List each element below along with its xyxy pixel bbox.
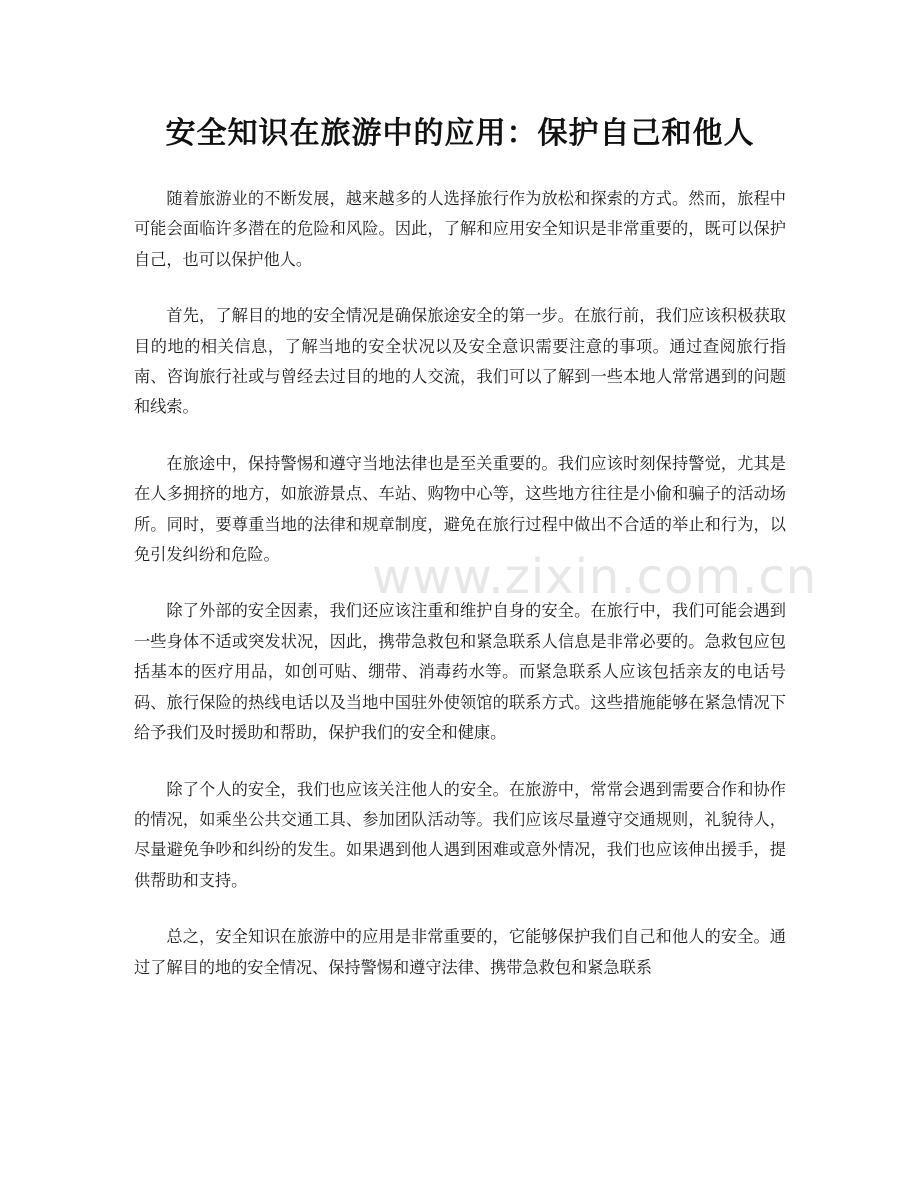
paragraph-intro: 随着旅游业的不断发展，越来越多的人选择旅行作为放松和探索的方式。然而，旅程中可能会面临许多潜在的危险和风险。因此，了解和应用安全知识是非常重要的，既可以保护自己，也可以保护他人。 (134, 189, 786, 269)
paragraph-personal-safety: 除了外部的安全因素，我们还应该注重和维护自身的安全。在旅行中，我们可能会遇到一些身体不适或突发状况，因此，携带急救包和紧急联系人信息是非常必要的。急救包应包括基本的医疗用品，如创可贴、绷带、消毒药水等。而紧急联系人应该包括亲友的电话号码、旅行保险的热线电话以及当地中国驻外使领馆的联系方式。这些措施能够在紧急情况下给予我们及时援助和帮助，保护我们的安全和健康。 (134, 601, 786, 743)
paragraph-others-safety: 除了个人的安全，我们也应该关注他人的安全。在旅游中，常常会遇到需要合作和协作的情况，如乘坐公共交通工具、参加团队活动等。我们应该尽量遵守交通规则，礼貌待人，尽量避免争吵和纠纷的发生。如果遇到他人遇到困难或意外情况，我们也应该伸出援手，提供帮助和支持。 (134, 779, 786, 890)
paragraph-vigilance-and-law: 在旅途中，保持警惕和遵守当地法律也是至关重要的。我们应该时刻保持警觉，尤其是在人多拥挤的地方，如旅游景点、车站、购物中心等，这些地方往往是小偷和骗子的活动场所。同时，要尊重当地的法律和规章制度，避免在旅行过程中做出不合适的举止和行为，以免引发纠纷和危险。 (134, 453, 786, 565)
document-title: 安全知识在旅游中的应用：保护自己和他人 (165, 116, 755, 151)
watermark-text: www.zixin.com.cn (372, 549, 818, 605)
paragraph-conclusion: 总之，安全知识在旅游中的应用是非常重要的，它能够保护我们自己和他人的安全。通过了解目的地的安全情况、保持警惕和遵守法律、携带急救包和紧急联系 (134, 927, 786, 977)
paragraph-destination-safety: 首先，了解目的地的安全情况是确保旅途安全的第一步。在旅行前，我们应该积极获取目的地的相关信息，了解当地的安全状况以及安全意识需要注意的事项。通过查阅旅行指南、咨询旅行社或与曾经去过目的地的人交流，我们可以了解到一些本地人常常遇到的问题和线索。 (134, 306, 786, 417)
document-body (134, 184, 786, 1009)
